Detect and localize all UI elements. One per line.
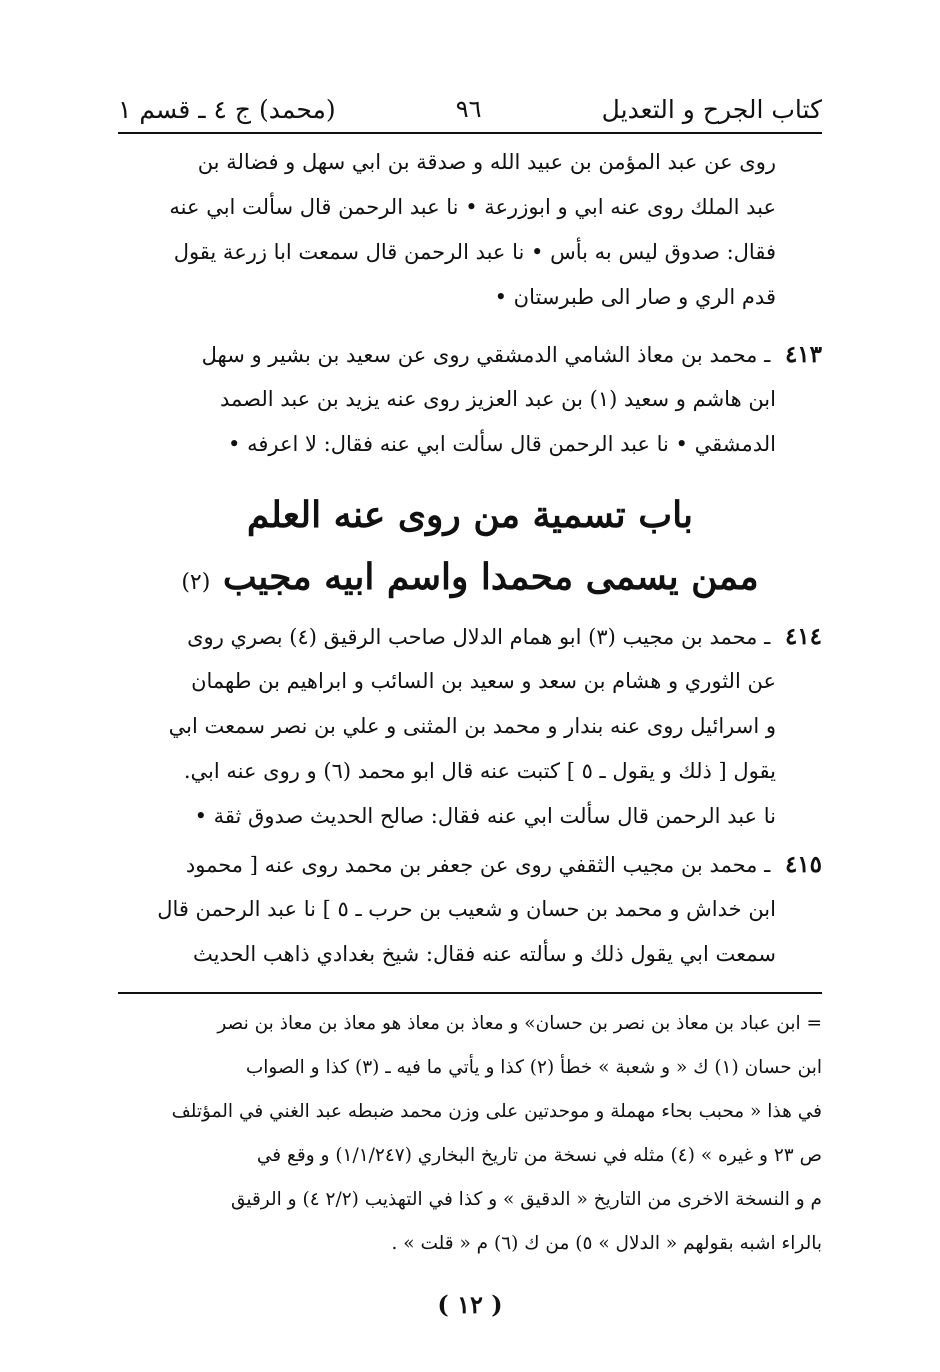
entry-first-line [118,332,822,377]
text-line: عبد الملك روى عنه ابي و ابوزرعة • نا عبد الرحمن قال سألت ابي عنه [169,195,776,219]
text-line: ابن هاشم و سعيد (١) بن عبد العزيز روى عنه يزيد بن عبد الصمد [220,387,776,411]
entry-text: ـ محمد بن مجيب (٣) ابو همام الدلال صاحب الرقيق (٤) بصري روى [187,625,771,649]
footnote-ref: (٢) [181,570,211,595]
entry-number: ٤١٥ [784,851,822,878]
chapter-heading-line-1: باب تسمية من روى عنه العلم [246,494,694,536]
text-line: روى عن عبد المؤمن بن عبيد الله و صدقة بن ابي سهل و فضالة بن [197,150,776,174]
book-title: كتاب الجرح و التعديل [601,94,822,124]
running-header [118,86,822,134]
text-line: قدم الري و صار الى طبرستان • [494,285,776,309]
signature-mark: ( ١٢ ) [437,1290,503,1319]
entry-text: ـ محمد بن معاذ الشامي الدمشقي روى عن سعيد بن بشير و سهل [201,343,771,367]
footnote-line: = ابن عباد بن معاذ بن نصر بن حسان» و معاذ بن معاذ هو معاذ بن معاذ بن نصر [217,1013,822,1034]
entry-first-line [118,614,822,659]
entry-415 [118,842,822,977]
text-line: سمعت ابي يقول ذلك و سألته عنه فقال: شيخ بغدادي ذاهب الحديث [192,942,776,966]
entry-text: ـ محمد بن مجيب الثقفي روى عن جعفر بن محمد روى عنه [ محمود [185,853,771,877]
footnote-line: ص ٢٣ و غيره » (٤) مثله في نسخة من تاريخ البخاري (١/١/٢٤٧) و وقع في [256,1145,822,1166]
chapter-heading-text: ممن يسمى محمدا واسم ابيه مجيب [222,556,759,598]
text-line: و اسرائيل روى عنه بندار و محمد بن المثنى و علي بن نصر سمعت ابي [168,714,776,738]
page-number: ٩٦ [455,95,482,123]
text-line: فقال: صدوق ليس به بأس • نا عبد الرحمن قال سمعت ابا زرعة يقول [173,240,776,264]
chapter-heading-line-2 [118,546,822,614]
footnote-line: م و النسخة الاخرى من التاريخ « الدقيق » و كذا في التهذيب (٢/٢ ٤) و الرقيق [230,1189,822,1210]
text-line: الدمشقي • نا عبد الرحمن قال سألت ابي عنه فقال: لا اعرفه • [228,432,776,456]
text-line: عن الثوري و هشام بن سعد و سعيد بن السائب و ابراهيم بن طهمان [191,669,776,693]
top-text-block [118,140,822,320]
chapter-heading [118,484,822,614]
entry-414 [118,614,822,839]
footnote-line: بالراء اشبه بقولهم « الدلال » ٥) من ك (٦) م « قلت » . [391,1233,822,1254]
footnote-line: ابن حسان (١) ك « و شعبة » خطأ (٢) كذا و يأتي ما فيه ـ (٣) كذا و الصواب [245,1057,822,1078]
text-line: ابن خداش و محمد بن حسان و شعيب بن حرب ـ ٥ ] نا عبد الرحمن قال [157,897,776,921]
volume-info: (محمد) ج ٤ ـ قسم ١ [118,94,336,124]
entry-first-line [118,842,822,887]
entry-number: ٤١٣ [784,341,822,368]
footnotes [118,1002,822,1266]
entry-413 [118,332,822,467]
text-line: نا عبد الرحمن قال سألت ابي عنه فقال: صالح الحديث صدوق ثقة • [194,804,776,828]
footnote-divider [118,992,822,994]
footnote-line: في هذا « محبب بحاء مهملة و موحدتين على وزن محمد ضبطه عبد الغني في المؤتلف [171,1101,822,1122]
entry-number: ٤١٤ [784,623,822,650]
text-line: يقول [ ذلك و يقول ـ ٥ ] كتبت عنه قال ابو محمد (٦) و روى عنه ابي. [183,759,776,783]
